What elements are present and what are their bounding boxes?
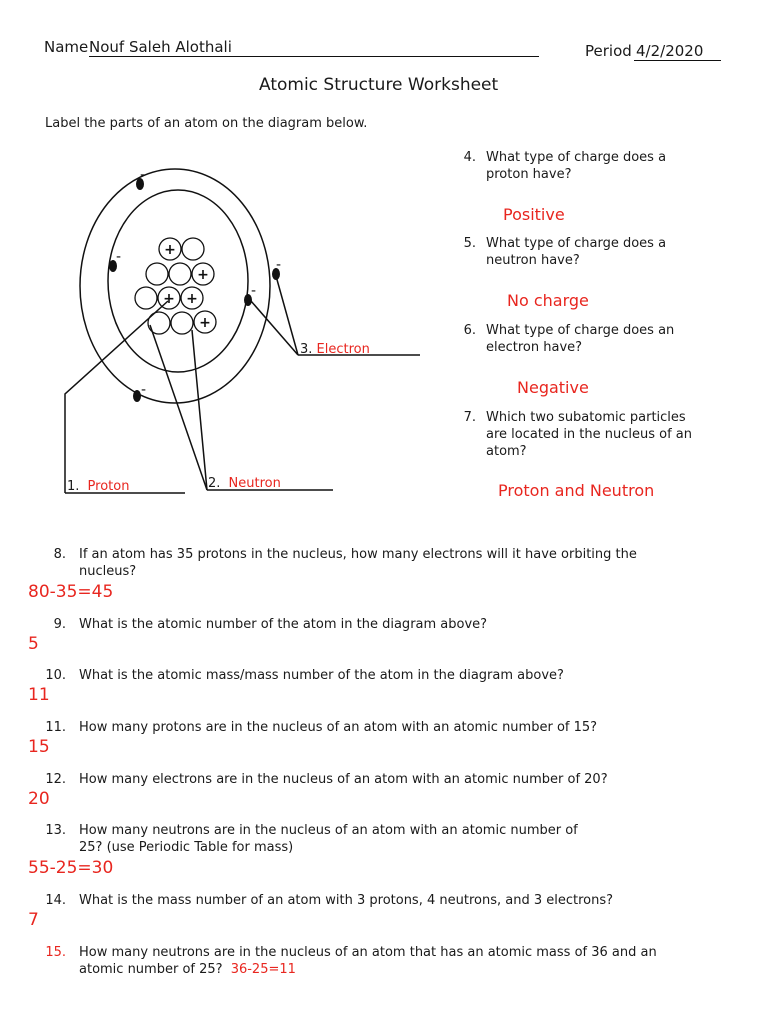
electron <box>133 390 141 402</box>
label-2-answer: Neutron <box>228 476 281 491</box>
period-value: 4/2/2020 <box>636 42 704 60</box>
question-4: 4. What type of charge does a proton have? <box>463 150 667 182</box>
svg-text:+: + <box>197 267 209 283</box>
neutron <box>135 287 157 309</box>
answer-8: 80-35=45 <box>28 582 114 602</box>
question-5: 5. What type of charge does a neutron have? <box>463 236 667 268</box>
atom-diagram <box>30 135 450 530</box>
svg-text:-: - <box>276 257 282 273</box>
svg-text:+: + <box>163 291 175 307</box>
label-3-answer: Electron <box>316 342 370 357</box>
period-field <box>585 42 632 60</box>
neutron <box>182 238 204 260</box>
period-label: Period <box>585 42 632 60</box>
svg-text:+: + <box>199 315 211 331</box>
neutron <box>171 312 193 334</box>
label-2-number: 2. <box>208 476 221 491</box>
period-value-line <box>634 42 721 61</box>
question-11: 11. How many protons are in the nucleus of an atom with an atomic number of 15? <box>45 720 598 735</box>
leader-lines <box>65 276 420 493</box>
svg-text:-: - <box>116 249 122 265</box>
diagram-label-1 <box>67 478 129 495</box>
diagram-label-2 <box>208 475 281 492</box>
answer-11: 15 <box>28 737 50 757</box>
answer-10: 11 <box>28 685 50 705</box>
question-14: 14. What is the mass number of an atom with 3 protons, 4 neutrons, and 3 electrons? <box>45 893 614 908</box>
answer-9: 5 <box>28 634 39 654</box>
question-15: 15. How many neutrons are in the nucleus of an atom that has an atomic mass of 36 and an atomic number of 25? 36-25=11 <box>45 945 657 977</box>
instruction-text: Label the parts of an atom on the diagram below. <box>45 116 368 131</box>
label-3-number: 3. <box>300 342 313 357</box>
question-9: 9. What is the atomic number of the atom in the diagram above? <box>53 617 488 632</box>
page-title: Atomic Structure Worksheet <box>259 75 499 95</box>
answer-5: No charge <box>507 291 589 310</box>
label-1-answer: Proton <box>87 479 130 494</box>
answer-12: 20 <box>28 789 50 809</box>
name-value: Nouf Saleh Alothali <box>89 38 232 56</box>
question-6: 6. What type of charge does an electron have? <box>463 323 675 355</box>
name-field <box>44 38 88 56</box>
name-value-line <box>89 38 539 57</box>
svg-text:+: + <box>164 242 176 258</box>
neutron <box>146 263 168 285</box>
question-7: 7. Which two subatomic particles are located in the nucleus of an atom? <box>463 410 693 459</box>
question-8: 8. If an atom has 35 protons in the nucleus, how many electrons will it have orbiting the nucleus? <box>53 547 637 579</box>
svg-text:+: + <box>186 291 198 307</box>
diagram-label-3 <box>300 341 370 358</box>
answer-15: 36-25=11 <box>230 962 296 977</box>
answer-13: 55-25=30 <box>28 858 114 878</box>
question-12: 12. How many electrons are in the nucleus of an atom with an atomic number of 20? <box>45 772 608 787</box>
answer-6: Negative <box>517 378 589 397</box>
svg-text:-: - <box>141 382 147 398</box>
svg-text:-: - <box>140 167 146 183</box>
answer-7: Proton and Neutron <box>498 481 655 500</box>
name-label: Name <box>44 38 89 56</box>
answer-14: 7 <box>28 910 39 930</box>
answer-4: Positive <box>503 205 565 224</box>
svg-text:-: - <box>251 283 257 299</box>
question-10: 10. What is the atomic mass/mass number of the atom in the diagram above? <box>45 668 564 683</box>
neutron <box>169 263 191 285</box>
label-1-number: 1. <box>67 479 80 494</box>
question-13: 13. How many neutrons are in the nucleus of an atom with an atomic number of 25? (use Periodic Table for mass) <box>45 823 578 855</box>
